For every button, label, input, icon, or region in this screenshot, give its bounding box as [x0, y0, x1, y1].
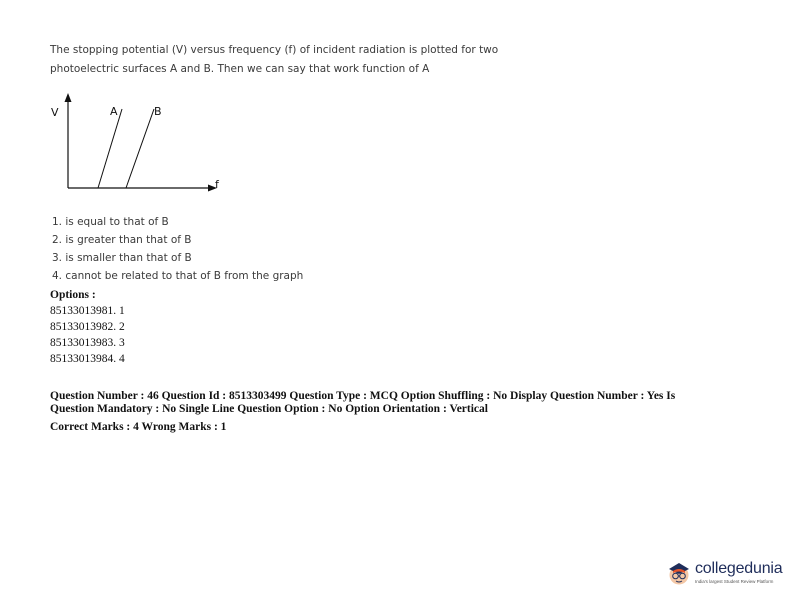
option-id-4: 85133013984. 4	[50, 353, 125, 365]
options-block	[50, 287, 125, 367]
y-axis-label: V	[51, 106, 59, 119]
choice-1: 1. is equal to that of B	[52, 216, 169, 228]
question-info-line-2: Question Mandatory : No Single Line Question Option : No Option Orientation : Vertical	[50, 403, 488, 415]
marks-info: Correct Marks : 4 Wrong Marks : 1	[50, 421, 227, 433]
question-text	[50, 41, 610, 79]
question-line-1: The stopping potential (V) versus frequency (f) of incident radiation is plotted for two	[50, 44, 499, 56]
question-info-line-1: Question Number : 46 Question Id : 8513303499 Question Type : MCQ Option Shuffling : No Display Question Number : Yes Is	[50, 390, 676, 402]
question-info	[50, 390, 730, 434]
option-id-2: 85133013982. 2	[50, 321, 125, 333]
stopping-potential-graph	[48, 92, 238, 202]
choice-3: 3. is smaller than that of B	[52, 252, 192, 264]
question-line-2: photoelectric surfaces A and B. Then we can say that work function of A	[50, 63, 430, 75]
brand-name: collegedunia	[695, 560, 783, 577]
option-id-3: 85133013983. 3	[50, 337, 125, 349]
choice-2: 2. is greater than that of B	[52, 234, 192, 246]
brand-logo	[666, 560, 782, 586]
answer-choices	[52, 213, 303, 285]
x-axis-label: f	[215, 178, 219, 191]
line-a	[98, 109, 122, 188]
line-b-label: B	[154, 105, 162, 118]
choice-4: 4. cannot be related to that of B from the graph	[52, 270, 304, 282]
line-b	[126, 109, 154, 188]
options-title: Options :	[50, 289, 96, 301]
option-id-1: 85133013981. 1	[50, 305, 125, 317]
graduate-mascot-icon	[666, 560, 692, 586]
brand-tagline: India's largest Student Review Platform	[695, 579, 774, 584]
line-a-label: A	[110, 105, 118, 118]
y-axis-arrow	[65, 93, 72, 102]
